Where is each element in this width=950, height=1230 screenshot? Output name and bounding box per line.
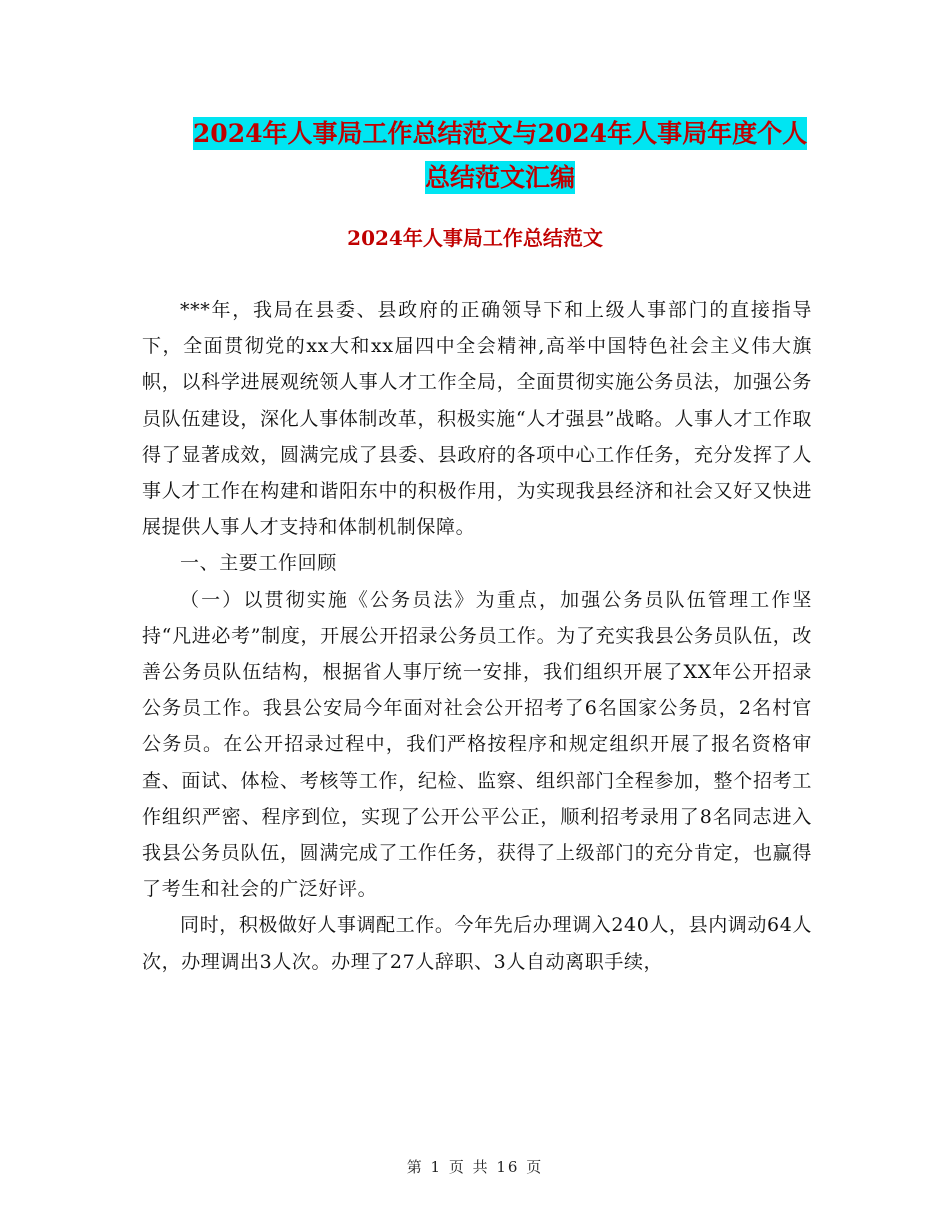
section-title: 2024年人事局工作总结范文 <box>347 226 603 250</box>
document-title <box>140 112 860 200</box>
title-line-2: 总结范文汇编 <box>424 163 575 192</box>
body-text <box>142 292 812 980</box>
page-footer: 第 1 页 共 16 页 <box>406 1158 544 1176</box>
title-line-1: 2024年人事局工作总结范文与2024年人事局年度个人 <box>192 119 808 148</box>
paragraph: （一）以贯彻实施《公务员法》为重点，加强公务员队伍管理工作坚持“凡进必考”制度，开展公开招录公务员工作。为了充实我县公务员队伍，改善公务员队伍结构，根据省人事厅统一安排，我们组织开展了XX年公开招录公务员工作。我县公安局今年面对社会公开招考了6名国家公务员，2名村官公务员。在公开招录过程中，我们严格按程序和规定组织开展了报名资格审查、面试、体检、考核等工作，纪检、监察、组织部门全程参加，整个招考工作组织严密、程序到位，实现了公开公平公正，顺利招考录用了8名同志进入我县公务员队伍，圆满完成了工作任务，获得了上级部门的充分肯定，也赢得了考生和社会的广泛好评。 <box>142 588 812 901</box>
paragraph: ***年，我局在县委、县政府的正确领导下和上级人事部门的直接指导下，全面贯彻党的xx大和xx届四中全会精神,高举中国特色社会主义伟大旗帜，以科学进展观统领人事人才工作全局，全面贯彻实施公务员法，加强公务员队伍建设，深化人事体制改革，积极实施“人才强县”战略。人事人才工作取得了显著成效，圆满完成了县委、县政府的各项中心工作任务，充分发挥了人事人才工作在构建和谐阳东中的积极作用，为实现我县经济和社会又好又快进展提供人事人才支持和体制机制保障。 <box>142 299 812 539</box>
paragraph: 一、主要工作回顾 <box>180 552 337 575</box>
paragraph: 同时，积极做好人事调配工作。今年先后办理调入240人，县内调动64人次，办理调出3人次。办理了27人辞职、3人自动离职手续， <box>142 914 812 973</box>
